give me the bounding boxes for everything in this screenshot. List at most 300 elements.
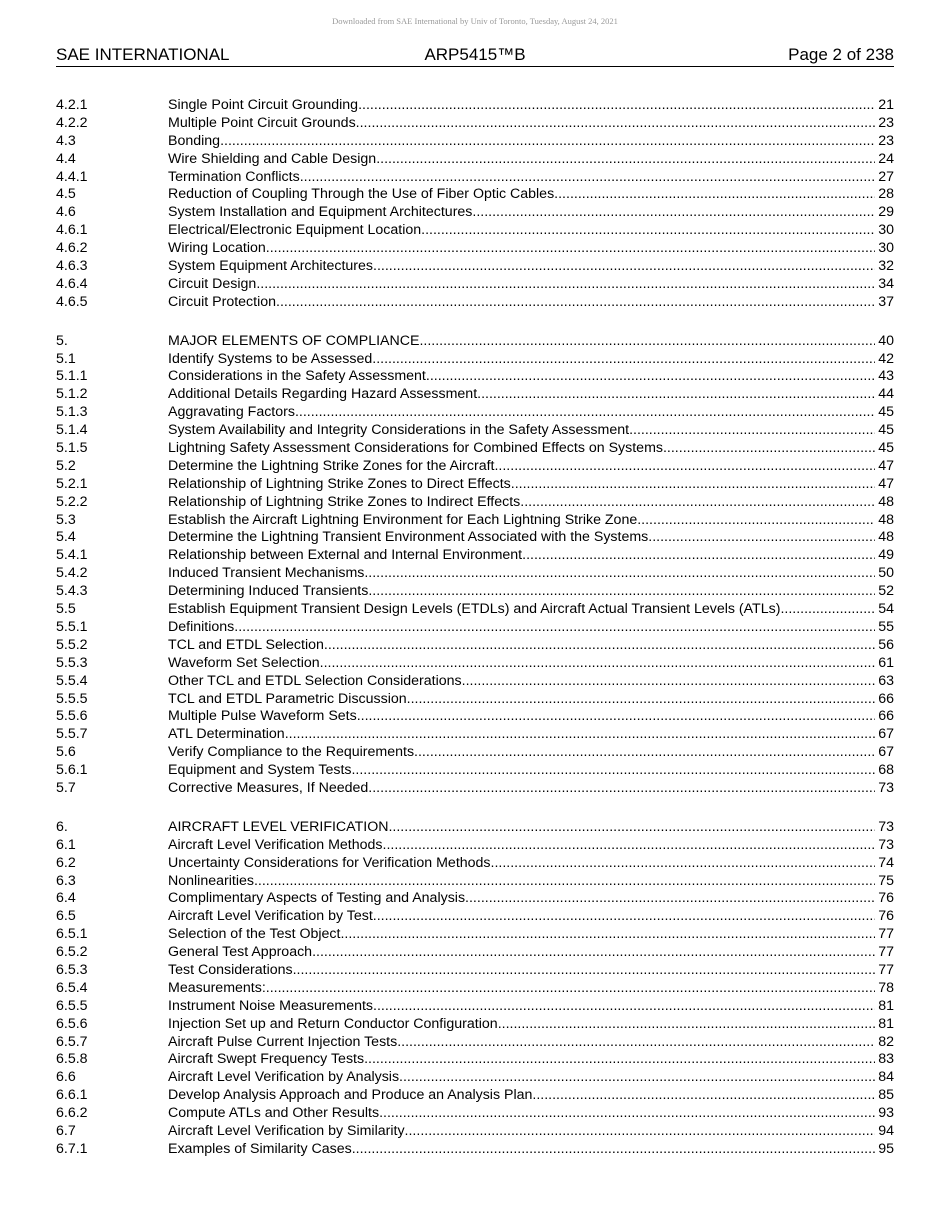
toc-entry-page: 34 [878,275,894,292]
table-of-contents [56,97,894,1180]
toc-entry-number: 4.4.1 [56,168,88,185]
toc-dot-leader [276,294,875,312]
toc-entry[interactable] [56,351,894,369]
toc-entry[interactable] [56,673,894,691]
toc-entry-line [168,1123,894,1141]
toc-entry-page: 48 [878,529,894,546]
toc-entry-line [168,169,894,187]
toc-entry-number: 5.1.3 [56,404,88,421]
toc-entry-number: 5.5 [56,601,76,618]
toc-entry-number: 5.5.1 [56,618,88,635]
toc-entry-page: 77 [878,961,894,978]
toc-entry-page: 94 [878,1122,894,1139]
toc-entry-number: 6.2 [56,854,76,871]
toc-entry[interactable] [56,276,894,294]
toc-entry[interactable] [56,655,894,673]
toc-entry-title: System Equipment Architectures [168,258,374,275]
toc-entry-title: Aircraft Swept Frequency Tests [168,1051,365,1068]
toc-dot-leader [494,458,875,476]
toc-entry-title: Multiple Pulse Waveform Sets [168,708,357,725]
toc-entry[interactable] [56,494,894,512]
toc-entry-title: ATL Determination [168,726,285,743]
toc-entry-title: Aircraft Level Verification by Analysis [168,1069,400,1086]
toc-entry-line [168,980,894,998]
toc-entry-title: TCL and ETDL Parametric Discussion [168,690,407,707]
toc-dot-leader [472,204,875,222]
toc-entry-line [168,655,894,673]
toc-entry-title: Examples of Similarity Cases [168,1140,352,1157]
toc-entry-page: 73 [878,836,894,853]
toc-dot-leader [295,404,875,422]
toc-entry[interactable] [56,998,894,1016]
toc-entry[interactable] [56,1123,894,1141]
toc-entry[interactable] [56,1069,894,1087]
toc-entry-number: 5.1.2 [56,386,88,403]
toc-entry-page: 85 [878,1087,894,1104]
toc-entry[interactable] [56,583,894,601]
toc-entry-number: 6.5.8 [56,1051,88,1068]
toc-entry-title: Single Point Circuit Grounding [168,97,359,113]
toc-entry-page: 95 [878,1140,894,1157]
toc-entry-line [168,440,894,458]
toc-entry-line [168,276,894,294]
toc-entry-line [168,512,894,530]
toc-dot-leader [368,780,875,798]
toc-entry-number: 6.6.1 [56,1087,88,1104]
toc-dot-leader [300,169,876,187]
toc-entry[interactable] [56,186,894,204]
toc-entry-page: 45 [878,404,894,421]
toc-entry-page: 54 [878,601,894,618]
toc-entry[interactable] [56,762,894,780]
toc-entry-page: 73 [878,779,894,796]
toc-dot-leader [414,744,875,762]
toc-section-group [56,819,894,1159]
toc-dot-leader [256,276,875,294]
toc-entry-title: Uncertainty Considerations for Verification Methods [168,854,491,871]
toc-entry-line [168,926,894,944]
toc-entry-number: 5.2.1 [56,475,88,492]
download-watermark: Downloaded from SAE International by Univ of Toronto, Tuesday, August 24, 2021 [332,16,618,26]
toc-entry[interactable] [56,744,894,762]
toc-entry-title: Identify Systems to be Assessed [168,350,373,367]
toc-entry-title: Reduction of Coupling Through the Use of Fiber Optic Cables [168,186,555,203]
toc-entry[interactable] [56,115,894,133]
toc-entry-page: 81 [878,997,894,1014]
toc-entry[interactable] [56,133,894,151]
document-id: ARP5415™B [424,45,526,64]
toc-entry-title: Aircraft Pulse Current Injection Tests [168,1033,398,1050]
toc-entry-number: 6.5.2 [56,944,88,961]
toc-entry[interactable] [56,1016,894,1034]
toc-dot-leader [399,1069,875,1087]
toc-entry-page: 73 [878,818,894,835]
toc-dot-leader [663,440,875,458]
toc-entry[interactable] [56,422,894,440]
toc-entry-title: Additional Details Regarding Hazard Assessment [168,386,478,403]
toc-entry[interactable] [56,1141,894,1159]
toc-entry-title: Aggravating Factors [168,404,295,421]
toc-entry-number: 5.4 [56,529,76,546]
toc-entry-line [168,637,894,655]
toc-entry[interactable] [56,926,894,944]
toc-dot-leader [373,258,875,276]
toc-entry[interactable] [56,294,894,312]
toc-dot-leader [358,97,875,115]
toc-entry[interactable] [56,204,894,222]
toc-entry[interactable] [56,404,894,422]
toc-entry-line [168,204,894,222]
toc-entry[interactable] [56,837,894,855]
toc-entry-page: 21 [878,97,894,113]
toc-entry[interactable] [56,240,894,258]
toc-entry-title: Definitions [168,618,235,635]
toc-entry-page: 29 [878,204,894,221]
toc-entry-title: Determine the Lightning Transient Environment Associated with the Systems [168,529,649,546]
toc-entry-title: Determining Induced Transients [168,583,369,600]
toc-entry-number: 6.5.3 [56,961,88,978]
toc-entry[interactable] [56,386,894,404]
toc-entry-line [168,691,894,709]
toc-entry-line [168,962,894,980]
toc-entry-title: Aircraft Level Verification by Similarity [168,1122,405,1139]
toc-entry-title: Circuit Protection [168,293,277,310]
toc-entry-line [168,873,894,891]
toc-entry[interactable] [56,780,894,798]
toc-entry-page: 44 [878,386,894,403]
toc-entry-line [168,258,894,276]
toc-dot-leader [407,691,876,709]
toc-entry-number: 4.4 [56,150,76,167]
toc-entry-title: Complimentary Aspects of Testing and Analysis [168,890,466,907]
toc-entry-page: 77 [878,944,894,961]
toc-entry-number: 6.5 [56,908,76,925]
toc-entry-line [168,1141,894,1159]
toc-entry-page: 93 [878,1105,894,1122]
toc-entry[interactable] [56,637,894,655]
toc-entry-number: 4.2.1 [56,97,88,113]
toc-entry-page: 45 [878,440,894,457]
toc-entry-page: 75 [878,872,894,889]
toc-entry-page: 28 [878,186,894,203]
toc-entry-page: 77 [878,926,894,943]
toc-dot-leader [357,708,876,726]
toc-entry[interactable] [56,151,894,169]
toc-entry-title: Verify Compliance to the Requirements [168,744,415,761]
toc-entry-page: 66 [878,690,894,707]
toc-entry-line [168,222,894,240]
toc-entry-line [168,673,894,691]
toc-entry-page: 23 [878,132,894,149]
toc-entry-line [168,476,894,494]
toc-dot-leader [356,115,876,133]
toc-entry[interactable] [56,855,894,873]
toc-entry[interactable] [56,691,894,709]
toc-entry-line [168,186,894,204]
toc-entry-number: 6.5.7 [56,1033,88,1050]
toc-entry-title: AIRCRAFT LEVEL VERIFICATION [168,818,389,835]
toc-dot-leader [383,837,876,855]
toc-entry-title: Induced Transient Mechanisms [168,565,365,582]
toc-entry-line [168,583,894,601]
toc-entry[interactable] [56,368,894,386]
toc-entry-number: 5.5.2 [56,636,88,653]
toc-entry[interactable] [56,890,894,908]
toc-dot-leader [373,998,875,1016]
toc-entry-line [168,1069,894,1087]
toc-entry-number: 4.6.5 [56,293,88,310]
toc-entry-number: 5.1 [56,350,76,367]
toc-dot-leader [520,494,875,512]
toc-entry-number: 5.5.7 [56,726,88,743]
toc-entry-line [168,547,894,565]
toc-entry-line [168,386,894,404]
toc-entry-page: 83 [878,1051,894,1068]
toc-entry[interactable] [56,565,894,583]
toc-entry-page: 66 [878,708,894,725]
toc-entry-line [168,151,894,169]
toc-entry-number: 5.5.4 [56,672,88,689]
toc-entry-page: 48 [878,511,894,528]
toc-entry-page: 47 [878,457,894,474]
toc-entry-number: 6.4 [56,890,76,907]
toc-entry-line [168,744,894,762]
toc-dot-leader [220,133,875,151]
toc-entry-title: Equipment and System Tests [168,762,352,779]
publisher-name: SAE INTERNATIONAL [56,45,230,64]
toc-dot-leader [629,422,875,440]
toc-entry-page: 43 [878,368,894,385]
toc-entry-number: 6.3 [56,872,76,889]
toc-entry-page: 27 [878,168,894,185]
toc-entry-line [168,1034,894,1052]
toc-entry-title: Bonding [168,132,221,149]
toc-entry-number: 5.3 [56,511,76,528]
toc-entry-number: 4.6.1 [56,222,88,239]
toc-dot-leader [780,601,875,619]
toc-entry-line [168,351,894,369]
toc-dot-leader [266,980,875,998]
toc-dot-leader [320,655,876,673]
toc-entry-page: 78 [878,979,894,996]
toc-dot-leader [498,1016,876,1034]
toc-entry-line [168,855,894,873]
toc-entry-title: Wiring Location [168,240,266,257]
toc-entry-number: 6.5.5 [56,997,88,1014]
toc-entry-line [168,1105,894,1123]
toc-entry-title: Aircraft Level Verification by Test [168,908,373,925]
toc-entry[interactable] [56,440,894,458]
toc-entry-page: 37 [878,293,894,310]
toc-entry[interactable] [56,529,894,547]
toc-entry-number: 6.5.4 [56,979,88,996]
toc-entry-page: 82 [878,1033,894,1050]
toc-dot-leader [234,619,875,637]
toc-entry[interactable] [56,1105,894,1123]
toc-dot-leader [376,151,875,169]
toc-entry-title: Lightning Safety Assessment Considerations for Combined Effects on Systems [168,440,663,457]
toc-entry-page: 84 [878,1069,894,1086]
toc-entry-page: 55 [878,618,894,635]
toc-dot-leader [462,673,876,691]
toc-entry-number: 6.7.1 [56,1140,88,1157]
toc-entry[interactable] [56,333,894,351]
toc-entry-page: 67 [878,726,894,743]
toc-entry-number: 4.6.4 [56,275,88,292]
toc-entry-line [168,97,894,115]
toc-entry-number: 4.6 [56,204,76,221]
toc-entry-page: 67 [878,744,894,761]
toc-entry-line [168,565,894,583]
toc-entry-page: 32 [878,258,894,275]
toc-entry-page: 81 [878,1015,894,1032]
toc-dot-leader [254,873,875,891]
toc-entry-title: Wire Shielding and Cable Design [168,150,377,167]
toc-entry-line [168,333,894,351]
toc-entry-page: 76 [878,908,894,925]
toc-entry-number: 5.4.1 [56,547,88,564]
toc-entry-page: 40 [878,332,894,349]
toc-entry-line [168,115,894,133]
toc-entry-number: 5.7 [56,779,76,796]
page-header [56,44,894,67]
toc-section-group [56,333,894,798]
toc-dot-leader [532,1087,875,1105]
toc-entry-line [168,601,894,619]
toc-entry-line [168,726,894,744]
toc-entry-page: 49 [878,547,894,564]
toc-entry[interactable] [56,222,894,240]
toc-entry-title: Compute ATLs and Other Results [168,1105,380,1122]
toc-entry[interactable] [56,819,894,837]
toc-entry[interactable] [56,726,894,744]
toc-dot-leader [379,1105,875,1123]
toc-entry-page: 24 [878,150,894,167]
toc-entry-line [168,133,894,151]
toc-entry-number: 5.5.5 [56,690,88,707]
toc-entry[interactable] [56,1087,894,1105]
toc-entry-page: 42 [878,350,894,367]
toc-entry-number: 6.6 [56,1069,76,1086]
toc-entry-number: 5.1.4 [56,422,88,439]
toc-entry-title: TCL and ETDL Selection [168,636,324,653]
toc-dot-leader [405,1123,876,1141]
toc-dot-leader [372,351,875,369]
toc-entry[interactable] [56,97,894,115]
toc-entry-title: Aircraft Level Verification Methods [168,836,383,853]
toc-entry[interactable] [56,512,894,530]
toc-entry-title: Injection Set up and Return Conductor Configuration [168,1015,498,1032]
toc-entry-title: MAJOR ELEMENTS OF COMPLIANCE [168,332,420,349]
toc-entry-title: Relationship of Lightning Strike Zones to Direct Effects [168,475,511,492]
toc-entry[interactable] [56,458,894,476]
toc-entry[interactable] [56,547,894,565]
toc-entry-line [168,458,894,476]
toc-entry-title: Corrective Measures, If Needed [168,779,369,796]
toc-dot-leader [266,240,875,258]
toc-entry-title: Waveform Set Selection [168,654,320,671]
toc-entry-number: 5.6 [56,744,76,761]
toc-entry[interactable] [56,601,894,619]
toc-dot-leader [340,926,875,944]
toc-entry[interactable] [56,1051,894,1069]
toc-entry[interactable] [56,962,894,980]
toc-entry[interactable] [56,908,894,926]
toc-dot-leader [364,565,875,583]
toc-entry-page: 61 [878,654,894,671]
toc-dot-leader [312,944,875,962]
toc-entry-line [168,890,894,908]
toc-entry-page: 48 [878,493,894,510]
toc-entry-page: 56 [878,636,894,653]
toc-entry-number: 6.1 [56,836,76,853]
toc-entry-line [168,708,894,726]
toc-entry-title: Test Considerations [168,961,293,978]
toc-entry-number: 4.3 [56,132,76,149]
toc-entry[interactable] [56,258,894,276]
toc-dot-leader [554,186,875,204]
toc-entry-line [168,619,894,637]
page-number: Page 2 of 238 [788,45,894,64]
toc-entry-line [168,294,894,312]
toc-entry[interactable] [56,944,894,962]
toc-entry-title: Considerations in the Safety Assessment [168,368,426,385]
toc-entry-page: 74 [878,854,894,871]
toc-dot-leader [351,762,875,780]
toc-entry-number: 4.2.2 [56,114,88,131]
toc-dot-leader [388,819,875,837]
toc-entry[interactable] [56,873,894,891]
toc-entry-number: 5.4.2 [56,565,88,582]
toc-entry-line [168,1016,894,1034]
toc-dot-leader [522,547,875,565]
toc-entry[interactable] [56,476,894,494]
toc-entry-number: 5.2 [56,457,76,474]
toc-dot-leader [285,726,876,744]
toc-entry-number: 6.7 [56,1122,76,1139]
toc-entry-line [168,944,894,962]
toc-entry-title: Nonlinearities [168,872,254,889]
toc-dot-leader [648,529,875,547]
toc-entry-line [168,1087,894,1105]
toc-entry-number: 4.6.2 [56,240,88,257]
toc-entry[interactable] [56,980,894,998]
toc-entry-line [168,404,894,422]
toc-dot-leader [421,222,875,240]
toc-entry-page: 30 [878,240,894,257]
toc-entry[interactable] [56,1034,894,1052]
toc-dot-leader [511,476,875,494]
toc-dot-leader [477,386,875,404]
toc-entry-title: System Availability and Integrity Considerations in the Safety Assessment [168,422,630,439]
toc-entry-number: 6. [56,818,68,835]
toc-dot-leader [324,637,875,655]
toc-entry[interactable] [56,708,894,726]
toc-entry-line [168,368,894,386]
toc-entry[interactable] [56,619,894,637]
toc-dot-leader [637,512,875,530]
toc-entry-line [168,780,894,798]
toc-entry-page: 30 [878,222,894,239]
toc-entry-page: 76 [878,890,894,907]
toc-dot-leader [426,368,875,386]
toc-entry-number: 6.5.1 [56,926,88,943]
toc-entry-title: Establish the Aircraft Lightning Environment for Each Lightning Strike Zone [168,511,638,528]
toc-entry[interactable] [56,169,894,187]
toc-entry-number: 5.1.5 [56,440,88,457]
toc-entry-title: Determine the Lightning Strike Zones for the Aircraft [168,457,495,474]
toc-entry-title: Termination Conflicts [168,168,300,185]
